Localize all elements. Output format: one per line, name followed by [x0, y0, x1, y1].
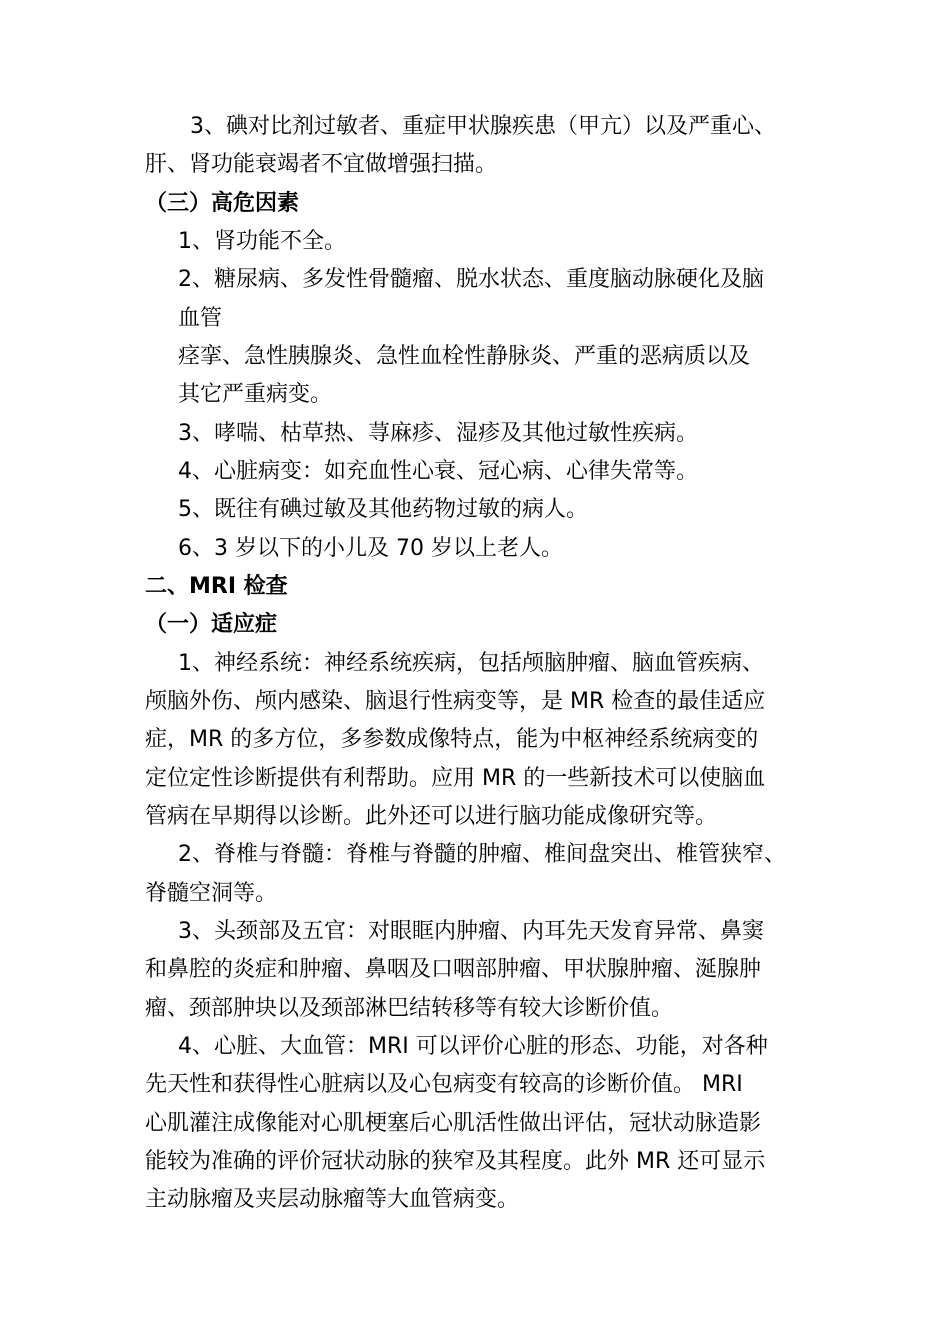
paragraph-line: 2、脊椎与脊髓：脊椎与脊髓的肿瘤、椎间盘突出、椎管狭窄、	[178, 842, 786, 867]
paragraph-line: 肝、肾功能衰竭者不宜做增强扫描。	[145, 152, 498, 177]
list-item: 2、糖尿病、多发性骨髓瘤、脱水状态、重度脑动脉硬化及脑	[178, 267, 764, 292]
paragraph-line: 1、神经系统：神经系统疾病，包括颅脑肿瘤、脑血管疾病、	[178, 651, 764, 676]
list-item-continuation: 痉挛、急性胰腺炎、急性血栓性静脉炎、严重的恶病质以及	[178, 344, 751, 369]
paragraph-line: 管病在早期得以诊断。此外还可以进行脑功能成像研究等。	[145, 804, 718, 829]
list-item: 4、心脏病变：如充血性心衰、冠心病、心律失常等。	[178, 459, 698, 484]
list-item: 3、哮喘、枯草热、荨麻疹、湿疹及其他过敏性疾病。	[178, 421, 698, 446]
section-heading: （三）高危因素	[145, 191, 300, 216]
paragraph-line: 定位定性诊断提供有利帮助。应用 MR 的一些新技术可以使脑血	[145, 766, 766, 791]
paragraph-line: 心肌灌注成像能对心肌梗塞后心肌活性做出评估，冠状动脉造影	[145, 1111, 762, 1136]
paragraph-line: 症，MR 的多方位，多参数成像特点，能为中枢神经系统病变的	[145, 727, 759, 752]
list-item: 5、既往有碘过敏及其他药物过敏的病人。	[178, 497, 588, 522]
paragraph-line: 能较为准确的评价冠状动脉的狭窄及其程度。此外 MR 还可显示	[145, 1149, 766, 1174]
paragraph-line: 3、碘对比剂过敏者、重症甲状腺疾患（甲亢）以及严重心、	[190, 114, 776, 139]
list-item-continuation: 血管	[178, 306, 223, 331]
paragraph-line: 主动脉瘤及夹层动脉瘤等大血管病变。	[145, 1187, 520, 1212]
list-item: 6、3 岁以下的小儿及 70 岁以上老人。	[178, 536, 563, 561]
paragraph-line: 瘤、颈部肿块以及颈部淋巴结转移等有较大诊断价值。	[145, 996, 674, 1021]
paragraph-line: 4、心脏、大血管：MRI 可以评价心脏的形态、功能，对各种	[178, 1034, 768, 1059]
list-item: 1、肾功能不全。	[178, 229, 346, 254]
paragraph-line: 颅脑外伤、颅内感染、脑退行性病变等，是 MR 检查的最佳适应	[145, 689, 766, 714]
paragraph-line: 3、头颈部及五官：对眼眶内肿瘤、内耳先天发育异常、鼻窦	[178, 919, 764, 944]
paragraph-line: 脊髓空洞等。	[145, 881, 278, 906]
paragraph-line: 和鼻腔的炎症和肿瘤、鼻咽及口咽部肿瘤、甲状腺肿瘤、涎腺肿	[145, 957, 762, 982]
section-heading: 二、MRI 检查	[145, 574, 288, 599]
section-heading: （一）适应症	[145, 612, 278, 637]
list-item-continuation: 其它严重病变。	[178, 382, 333, 407]
paragraph-line: 先天性和获得性心脏病以及心包病变有较高的诊断价值。 MRI	[145, 1072, 743, 1097]
